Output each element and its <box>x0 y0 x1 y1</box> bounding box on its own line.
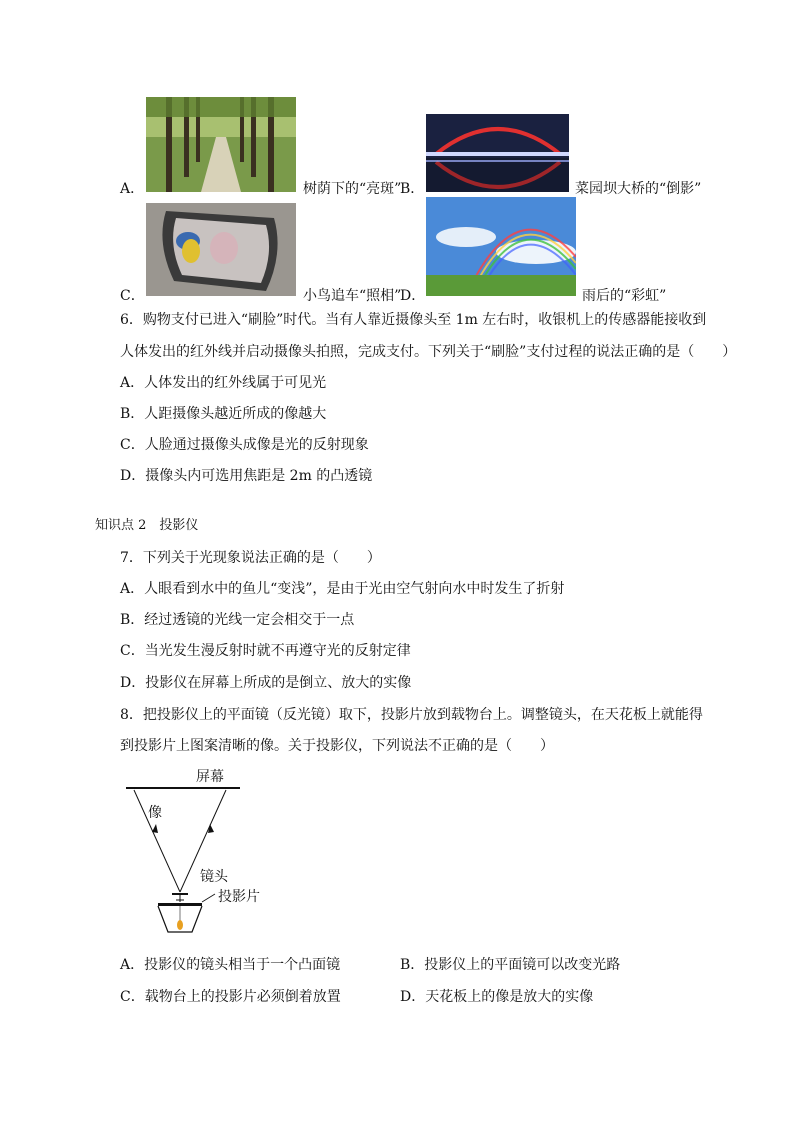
section-2-title: 知识点 2 投影仪 <box>95 518 199 533</box>
q6-option-a: A．人体发出的红外线属于可见光 <box>120 375 327 391</box>
q7-stem: 7．下列关于光现象说法正确的是（ ） <box>120 550 381 566</box>
diagram-slide-label: 投影片 <box>218 889 260 905</box>
q7-option-c: C．当光发生漫反射时就不再遵守光的反射定律 <box>120 643 411 659</box>
projector-diagram <box>120 762 260 942</box>
q5-option-c-caption: 小鸟追车“照相” <box>303 288 402 304</box>
bird-mirror-photo-icon <box>146 203 296 296</box>
q5-option-c-letter: C． <box>120 288 145 304</box>
rainbow-photo-icon <box>426 197 576 296</box>
q7-option-d: D．投影仪在屏幕上所成的是倒立、放大的实像 <box>120 675 412 691</box>
q5-option-a-caption: 树荫下的“亮斑” <box>303 181 402 197</box>
q6-stem-line2: 人体发出的红外线并启动摄像头拍照，完成支付。下列关于“刷脸”支付过程的说法正确的是（ ） <box>120 344 737 360</box>
q8-option-c: C．载物台上的投影片必须倒着放置 <box>120 989 341 1005</box>
q6-option-c: C．人脸通过摄像头成像是光的反射现象 <box>120 437 369 453</box>
q6-option-d: D．摄像头内可选用焦距是 2m 的凸透镜 <box>120 468 373 484</box>
diagram-lens-label: 镜头 <box>200 869 228 885</box>
q7-option-a: A．人眼看到水中的鱼儿“变浅”，是由于光由空气射向水中时发生了折射 <box>120 581 565 597</box>
q5-option-b-caption: 菜园坝大桥的“倒影” <box>575 181 702 197</box>
q5-option-b-letter: B． <box>400 181 425 197</box>
q8-option-d: D．天花板上的像是放大的实像 <box>400 989 594 1005</box>
q5-option-d-letter: D． <box>400 288 426 304</box>
q6-option-b: B．人距摄像头越近所成的像越大 <box>120 406 327 422</box>
q5-option-a-letter: A． <box>120 181 145 197</box>
bridge-night-photo-icon <box>426 114 569 192</box>
q8-stem-line2: 到投影片上图案清晰的像。关于投影仪，下列说法不正确的是（ ） <box>120 738 554 754</box>
diagram-image-label: 像 <box>148 805 162 821</box>
q6-stem-line1: 6．购物支付已进入“刷脸”时代。当有人靠近摄像头至 1m 左右时，收银机上的传感器能接收到 <box>120 312 707 328</box>
q8-option-a: A．投影仪的镜头相当于一个凸面镜 <box>120 957 341 973</box>
q8-stem-line1: 8．把投影仪上的平面镜（反光镜）取下，投影片放到载物台上。调整镜头，在天花板上就能得 <box>120 707 703 723</box>
diagram-screen-label: 屏幕 <box>196 769 224 785</box>
q8-option-b: B．投影仪上的平面镜可以改变光路 <box>400 957 621 973</box>
tree-avenue-photo-icon <box>146 97 296 192</box>
q7-option-b: B．经过透镜的光线一定会相交于一点 <box>120 612 355 628</box>
q5-option-d-caption: 雨后的“彩虹” <box>582 288 667 304</box>
